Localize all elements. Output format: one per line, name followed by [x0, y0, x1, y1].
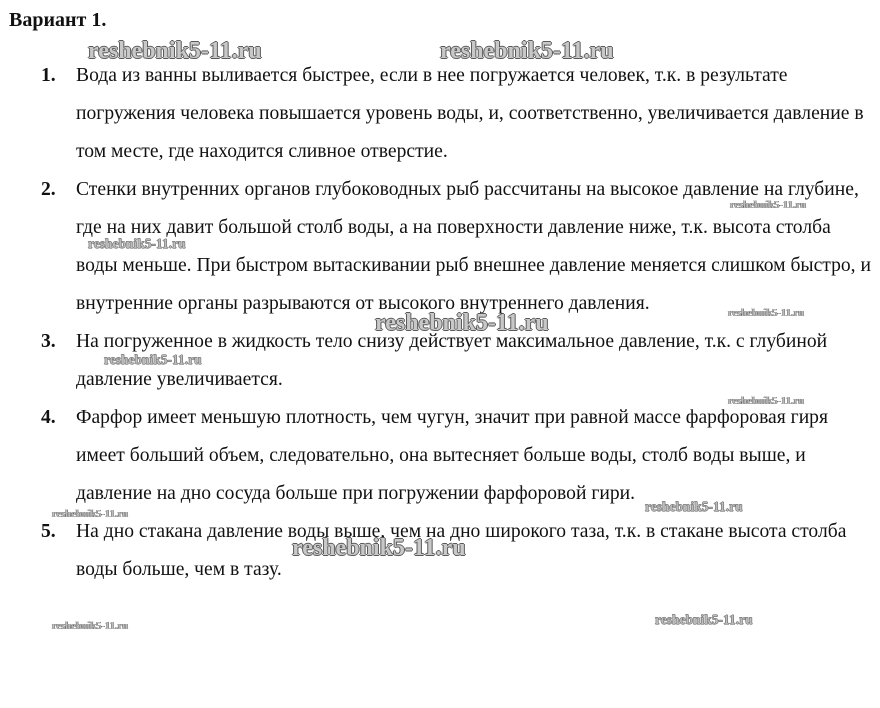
watermark: reshebnik5-11.ru: [728, 308, 804, 319]
answer-item-2: [41, 171, 873, 323]
answer-item-1: [41, 57, 873, 171]
answer-text: Вода из ванны выливается быстрее, если в нее погружается человек, т.к. в результате погружения человека повышается уровень воды, и, соответственно, увеличивается давление в том месте, где находится сливное отверстие.: [76, 65, 864, 162]
answer-number: 1.: [41, 65, 56, 86]
page-title: Вариант 1.: [9, 9, 107, 31]
answer-item-3: [41, 323, 873, 399]
answer-number: 2.: [41, 179, 56, 200]
answer-text: Стенки внутренних органов глубоководных рыб рассчитаны на высокое давление на глубине, где на них давит большой столб воды, а на поверхности давление ниже, т.к. высота столба воды меньше. При быстром вытаскивании рыб внешнее давление меняется слишком быстро, и внутренние органы разрываются от высокого внутреннего давления.: [76, 179, 871, 314]
answer-number: 5.: [41, 521, 56, 542]
watermark: reshebnik5-11.ru: [292, 535, 466, 561]
watermark: reshebnik5-11.ru: [88, 236, 186, 251]
watermark: reshebnik5-11.ru: [88, 38, 262, 64]
watermark: reshebnik5-11.ru: [645, 499, 743, 514]
answer-text: На дно стакана давление воды выше, чем на дно широкого таза, т.к. в стакане высота столба воды больше, чем в тазу.: [76, 521, 847, 580]
watermark: reshebnik5-11.ru: [52, 509, 128, 520]
watermark: reshebnik5-11.ru: [440, 38, 614, 64]
watermark: reshebnik5-11.ru: [730, 200, 806, 211]
answer-item-4: [41, 399, 873, 513]
answer-text: На погруженное в жидкость тело снизу действует максимальное давление, т.к. с глубиной давление увеличивается.: [76, 331, 828, 390]
answer-number: 3.: [41, 331, 56, 352]
watermark: reshebnik5-11.ru: [728, 396, 804, 407]
answer-number: 4.: [41, 407, 56, 428]
answer-list: [41, 57, 873, 589]
answer-text: Фарфор имеет меньшую плотность, чем чугун, значит при равной массе фарфоровая гиря имеет больший объем, следовательно, она вытесняет больше воды, столб воды выше, и давление на дно сосуда больше при погружении фарфоровой гири.: [76, 407, 828, 504]
answer-item-5: [41, 513, 873, 589]
watermark: reshebnik5-11.ru: [655, 612, 753, 627]
watermark: reshebnik5-11.ru: [52, 621, 128, 632]
watermark: reshebnik5-11.ru: [375, 310, 549, 336]
watermark: reshebnik5-11.ru: [104, 352, 202, 367]
